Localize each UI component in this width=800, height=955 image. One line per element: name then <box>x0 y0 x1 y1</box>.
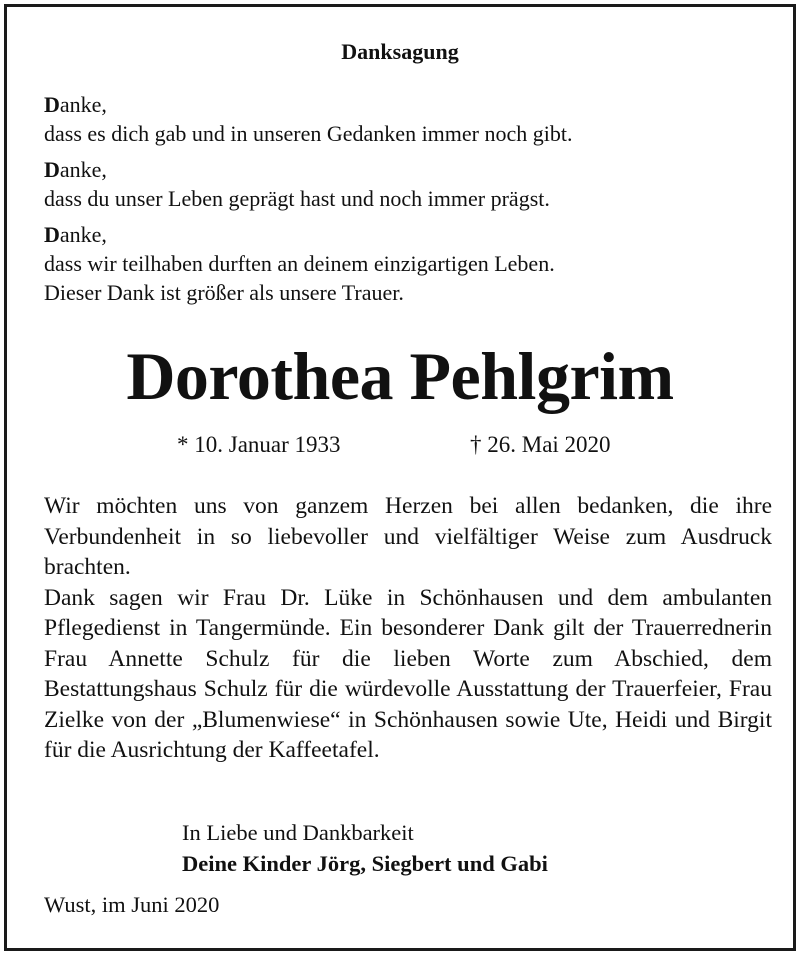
verse-3-word: anke, <box>59 222 107 247</box>
verse-2-initial: D <box>44 157 60 182</box>
verse-3 <box>44 220 764 307</box>
thanks-paragraph-1: Wir möchten uns von ganzem Herzen bei allen bedanken, die ihre Verbundenheit in so liebevoller und vielfältiger Weise zum Ausdruck brachten. <box>44 493 772 580</box>
verse-3-initial: D <box>44 222 60 247</box>
death-date: † 26. Mai 2020 <box>470 432 611 457</box>
deceased-name: Dorothea Pehlgrim <box>126 338 674 414</box>
birth-date: * 10. Januar 1933 <box>177 432 341 457</box>
verse-1-word: anke, <box>59 92 107 117</box>
verse-2-heading <box>44 155 764 184</box>
closing-block <box>182 817 548 879</box>
verse-2-word: anke, <box>59 157 107 182</box>
signature: Deine Kinder Jörg, Siegbert und Gabi <box>182 851 548 876</box>
thanks-paragraph-2: Dank sagen wir Frau Dr. Lüke in Schönhausen und dem ambulanten Pflegedienst in Tangermünde. Ein besonderer Dank gilt der Trauerrednerin Frau Annette Schulz für die lieben Worte zum Abschied, dem Bestattungshaus Schulz für die würdevolle Ausstattung der Trauerfeier, Frau Zielke von der „Blumenwiese“ in Schönhausen sowie Ute, Heidi und Birgit für die Ausrichtung der Kaffeetafel. <box>44 584 772 763</box>
verse-3-line: dass wir teilhaben durften an deinem einzigartigen Leben. <box>44 251 555 276</box>
verse-1-initial: D <box>44 92 60 117</box>
verse-3-line-2: Dieser Dank ist größer als unsere Trauer. <box>44 280 404 305</box>
notice-title: Danksagung <box>341 39 459 64</box>
verse-1-heading <box>44 90 764 119</box>
place-date: Wust, im Juni 2020 <box>44 892 220 917</box>
thanks-body <box>44 491 772 766</box>
closing-phrase: In Liebe und Dankbarkeit <box>182 820 414 845</box>
notice-frame <box>4 4 796 951</box>
verse-2 <box>44 155 764 213</box>
verse-3-heading <box>44 220 764 249</box>
verse-1-line: dass es dich gab und in unseren Gedanken immer noch gibt. <box>44 121 573 146</box>
verse-2-line: dass du unser Leben geprägt hast und noch immer prägst. <box>44 186 550 211</box>
verse-1 <box>44 90 764 148</box>
